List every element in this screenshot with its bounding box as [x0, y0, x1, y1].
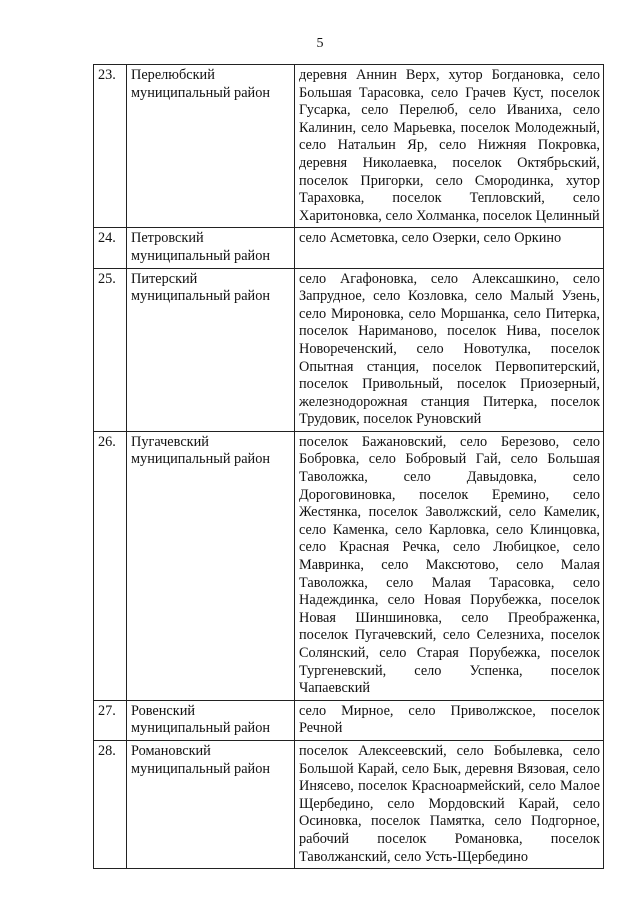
row-number: 24. [94, 228, 127, 268]
row-number: 23. [94, 65, 127, 228]
table-row [94, 65, 604, 228]
row-number: 25. [94, 268, 127, 431]
row-number: 28. [94, 740, 127, 868]
settlements-list: село Агафоновка, село Алексашкино, село Запрудное, село Козловка, село Малый Узень, село Мироновка, село Моршанка, село Питерка, поселок Нариманово, поселок Нива, поселок Новореченский, село Новотулка, поселок Опытная станция, поселок Первопитерский, поселок Привольный, поселок Приозерный, железнодорожная станция Питерка, поселок Трудовик, поселок Руновский [295, 268, 604, 431]
row-number: 27. [94, 700, 127, 740]
table-row [94, 228, 604, 268]
district-name: Питерский муниципальный район [127, 268, 295, 431]
row-number: 26. [94, 431, 127, 700]
page-number: 5 [316, 36, 324, 51]
settlements-list: поселок Бажановский, село Березово, село Бобровка, село Бобровый Гай, село Большая Таволожка, село Давыдовка, село Дороговиновка, поселок Еремино, село Жестянка, поселок Заволжский, село Камелик, село Каменка, село Карловка, село Клинцовка, село Красная Речка, село Любицкое, село Мавринка, село Максютово, село Малая Таволожка, село Малая Тарасовка, село Надеждинка, село Новая Порубежка, поселок Новая Шиншиновка, село Преображенка, поселок Пугачевский, село Селезниха, поселок Солянский, село Старая Порубежка, поселок Тургеневский, село Успенка, поселок Чапаевский [295, 431, 604, 700]
settlements-list: поселок Алексеевский, село Бобылевка, село Большой Карай, село Бык, деревня Вязовая, село Инясево, поселок Красноармейский, село Малое Щербедино, село Мордовский Карай, село Осиновка, поселок Памятка, село Подгорное, рабочий поселок Романовка, поселок Таволжанский, село Усть-Щербедино [295, 740, 604, 868]
settlements-table [93, 64, 604, 869]
settlements-list: село Мирное, село Приволжское, поселок Речной [295, 700, 604, 740]
settlements-list: село Асметовка, село Озерки, село Оркино [295, 228, 604, 268]
table-row [94, 700, 604, 740]
district-name: Перелюбский муниципальный район [127, 65, 295, 228]
district-name: Пугачевский муниципальный район [127, 431, 295, 700]
district-name: Ровенский муниципальный район [127, 700, 295, 740]
settlements-list: деревня Аннин Верх, хутор Богдановка, село Большая Тарасовка, село Грачев Куст, поселок Гусарка, село Перелюб, село Иваниха, село Калинин, село Марьевка, поселок Молодежный, село Натальин Яр, село Нижняя Покровка, деревня Николаевка, поселок Октябрьский, поселок Пригорки, село Смородинка, хутор Тараховка, поселок Тепловский, село Харитоновка, село Холманка, поселок Целинный [295, 65, 604, 228]
district-name: Романовский муниципальный район [127, 740, 295, 868]
table-row [94, 268, 604, 431]
table-row [94, 740, 604, 868]
table-row [94, 431, 604, 700]
district-name: Петровский муниципальный район [127, 228, 295, 268]
